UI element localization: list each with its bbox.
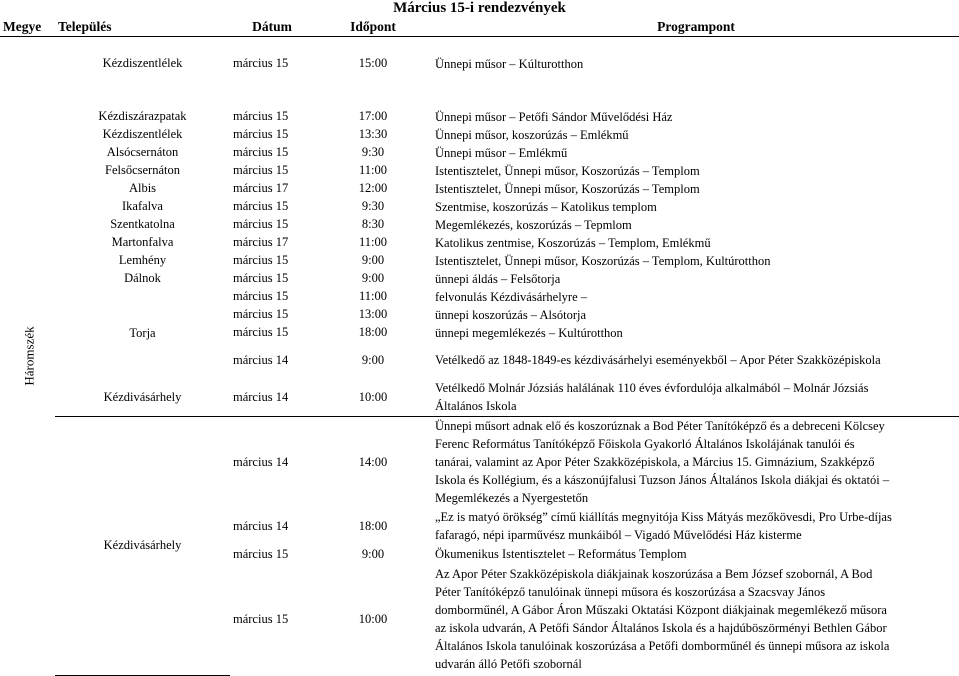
program-line: fafaragó, népi iparművész munkáiból – Vigadó Művelődési Ház kisterme (435, 528, 802, 542)
program-cell: felvonulás Kézdivásárhelyre – (435, 289, 588, 304)
time-cell: 13:00 (358, 307, 388, 321)
program-cell: Ökumenikus Istentisztelet – Református Templom (435, 547, 687, 561)
program-line: Vetélkedő Molnár Józsiás halálának 110 éves évfordulója alkalmából – Molnár Józsiás (435, 381, 869, 396)
table-header-row (0, 17, 959, 37)
table-row (0, 216, 959, 234)
time-cell: 9:00 (361, 546, 385, 561)
table-row (0, 144, 959, 162)
program-cell: Szentmise, koszorúzás – Katolikus templom (435, 199, 657, 214)
table-row (0, 198, 959, 216)
program-cell: Katolikus zentmise, Koszorúzás – Templom, Emlékmű (435, 235, 711, 250)
header-time: Időpont (314, 17, 432, 37)
date-cell: március 15 (233, 253, 289, 267)
program-cell: Vetélkedő az 1848-1849-es kézdivásárhelyi eseményekből – Apor Péter Szakközépiskola (435, 353, 881, 367)
table-row (0, 126, 959, 144)
program-line: Iskola és Kollégium, és a kászonújfalusi Tuzson János Általános Iskola diákjai és oktatói – (435, 473, 890, 487)
program-cell: ünnepi áldás – Felsőtorja (435, 271, 561, 286)
program-cell: Ünnepi műsor, koszorúzás – Emlékmű (435, 127, 629, 142)
date-cell: március 15 (233, 217, 289, 231)
table-row (0, 55, 959, 73)
program-line: „Ez is matyó örökség” című kiállítás megnyitója Kiss Mátyás mezőkövesdi, Pro Urbe-díjas (435, 510, 892, 524)
date-cell: március 15 (233, 56, 289, 70)
date-cell: március 15 (233, 611, 289, 626)
spacer-row (0, 73, 959, 108)
town-cell: Martonfalva (111, 235, 174, 249)
date-cell: március 15 (233, 109, 289, 123)
date-cell: március 15 (233, 325, 289, 339)
program-cell: Ünnepi műsor – Kúlturotthon (435, 56, 584, 71)
table-row (0, 180, 959, 198)
town-cell: Szentkatolna (110, 217, 175, 231)
town-cell: Kézdiszentlélek (102, 56, 183, 70)
town-cell: Dálnok (124, 271, 161, 285)
date-cell: március 17 (233, 181, 289, 195)
time-cell: 11:00 (358, 235, 387, 249)
table-row (0, 379, 959, 417)
program-cell (432, 417, 959, 508)
date-cell: március 15 (233, 163, 289, 177)
program-cell: Istentisztelet, Ünnepi műsor, Koszorúzás – Templom (435, 181, 700, 196)
program-cell (432, 563, 959, 675)
program-line: Az Apor Péter Szakközépiskola diákjainak koszorúzása a Bem József szobornál, A Bod (435, 567, 873, 581)
time-cell: 12:00 (358, 181, 388, 195)
table-row (0, 270, 959, 288)
program-cell: ünnepi megemlékezés – Kultúrotthon (435, 325, 623, 340)
time-cell: 17:00 (358, 109, 388, 123)
town-cell: Felsőcsernáton (105, 163, 180, 177)
table-row (0, 234, 959, 252)
program-cell: Ünnepi műsor – Petőfi Sándor Művelődési Ház (435, 109, 673, 124)
program-cell: Ünnepi műsor – Emlékmű (435, 145, 568, 160)
date-cell: március 15 (233, 271, 289, 285)
events-table (0, 17, 959, 676)
county-label: Háromszék (21, 326, 37, 386)
date-cell: március 14 (233, 352, 289, 367)
program-line: tanárai, valamint az Apor Péter Szakközépiskola, a Március 15. Gimnázium, Szakképző (435, 455, 875, 469)
table-row (0, 162, 959, 180)
header-date: Dátum (230, 17, 314, 37)
time-cell: 9:00 (361, 271, 385, 285)
date-cell: március 15 (233, 289, 289, 303)
date-cell: március 15 (233, 307, 289, 321)
date-cell: március 15 (233, 145, 289, 159)
time-cell: 10:00 (358, 389, 388, 404)
program-cell: Istentisztelet, Ünnepi műsor, Koszorúzás – Templom (435, 163, 700, 178)
time-cell: 11:00 (358, 289, 387, 303)
town-cell: Kézdiszárazpatak (98, 109, 187, 123)
page-title: Március 15-i rendezvények (393, 0, 566, 16)
town-cell-torja: Torja (129, 325, 156, 340)
date-cell: március 14 (233, 518, 289, 533)
header-program: Programpont (432, 17, 959, 37)
town-cell: Kézdiszentlélek (102, 127, 183, 141)
program-line: Általános Iskola (435, 399, 517, 414)
time-cell: 10:00 (358, 611, 388, 626)
date-cell: március 14 (233, 389, 289, 404)
program-line: Ünnepi műsort adnak elő és koszorúznak a Bod Péter Tanítóképző és a debreceni Kölcsey (435, 419, 885, 433)
county-cell (0, 37, 55, 676)
date-cell: március 15 (233, 199, 289, 213)
town-cell: Albis (128, 181, 157, 195)
program-line: az iskola udvarán, A Petőfi Sándor Általános Iskola és a hajdúböszörményi Bethlen Gábor (435, 621, 887, 635)
town-cell: Lemhény (118, 253, 167, 267)
program-cell: Istentisztelet, Ünnepi műsor, Koszorúzás – Templom, Kultúrotthon (435, 253, 771, 268)
date-cell: március 15 (233, 546, 289, 561)
table-row (0, 252, 959, 270)
town-cell: Kézdivásárhely (55, 417, 230, 676)
town-cell: Alsócsernáton (106, 145, 179, 159)
program-cell: ünnepi koszorúzás – Alsótorja (435, 307, 587, 322)
program-cell (432, 507, 959, 545)
time-cell: 18:00 (358, 325, 388, 339)
program-line: Megemlékezés a Nyergestetőn (435, 491, 589, 505)
time-cell: 13:30 (358, 127, 388, 141)
time-cell: 14:00 (358, 454, 388, 469)
table-row (0, 417, 959, 508)
program-line: Általános Iskola tanulóinak koszorúzása a Petőfi domborműnél és ünnepi műsora az iskola (435, 639, 890, 653)
time-cell: 11:00 (358, 163, 387, 177)
header-county: Megye (0, 17, 55, 37)
date-cell: március 14 (233, 454, 289, 469)
time-cell: 9:30 (361, 199, 385, 213)
program-line: udvarán álló Petőfi szobornál (435, 657, 582, 671)
town-cell: Ikafalva (122, 199, 163, 213)
header-town: Település (55, 17, 230, 37)
date-cell: március 15 (233, 127, 289, 141)
time-cell: 9:00 (361, 352, 385, 367)
time-cell: 9:30 (361, 145, 385, 159)
program-cell: Megemlékezés, koszorúzás – Tepmlom (435, 217, 632, 232)
table-row (0, 288, 959, 306)
time-cell: 18:00 (358, 518, 388, 533)
time-cell: 8:30 (361, 217, 385, 231)
program-line: domborműnél, A Gábor Áron Műszaki Oktatási Központ diákjainak megemlékező műsora (435, 603, 887, 617)
table-row (0, 108, 959, 126)
program-cell (432, 379, 959, 417)
time-cell: 9:00 (361, 253, 385, 267)
program-line: Péter Tanítóképző tanulóinak ünnepi műsora és koszorúzása a Szacsvay János (435, 585, 826, 599)
town-cell: Kézdivásárhely (103, 389, 182, 404)
program-line: Ferenc Református Tanítóképző Főiskola Gyakorló Általános Iskolájának tanulói és (435, 437, 855, 451)
spacer-row (0, 37, 959, 55)
time-cell: 15:00 (358, 56, 388, 70)
date-cell: március 17 (233, 235, 289, 249)
